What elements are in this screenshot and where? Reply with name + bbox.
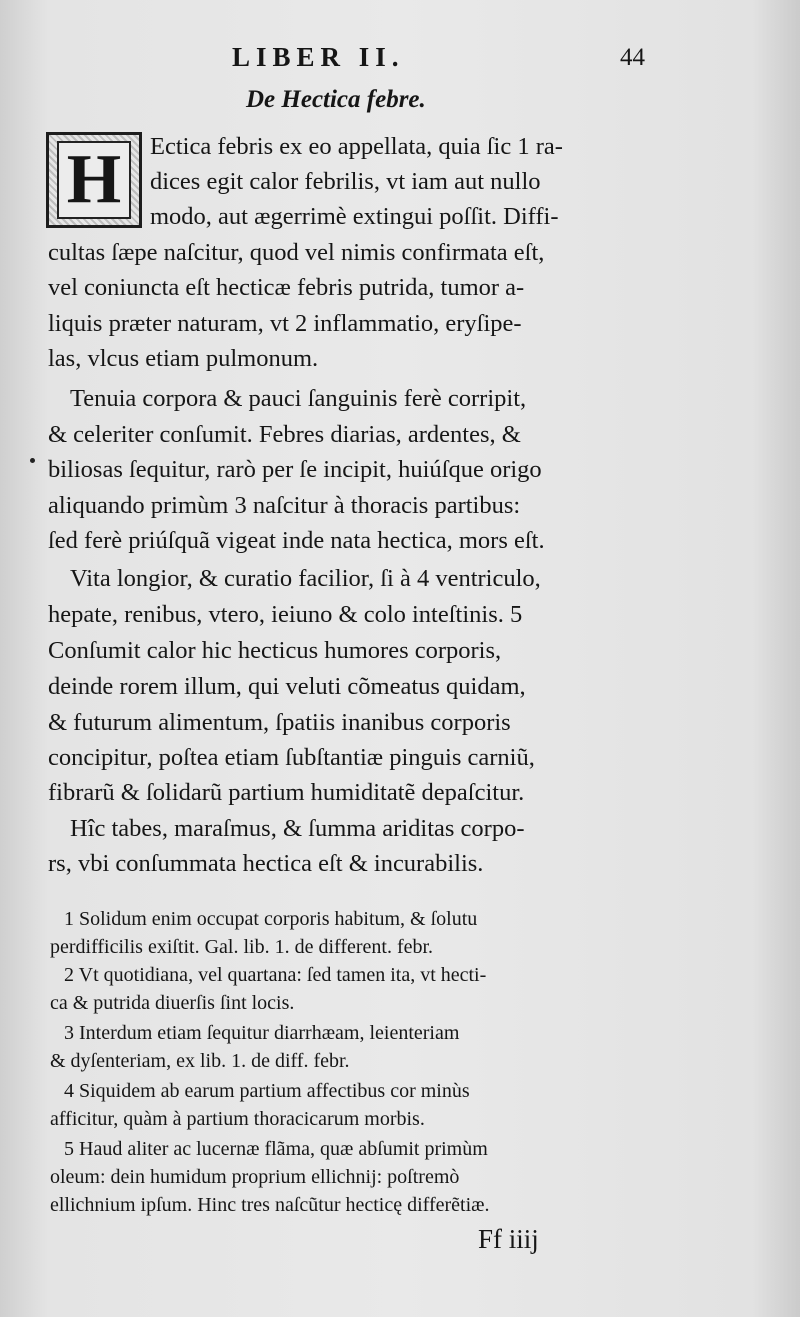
note-line: 2 Vt quotidiana, vel quartana: ſed tamen ita, vt hecti- [64,964,487,986]
note-line: 3 Interdum etiam ſequitur diarrhæam, leienteriam [64,1022,460,1044]
text-line: Conſumit calor hic hecticus humores corporis, [48,637,502,664]
text-line: fibrarũ & ſolidarũ partium humiditatẽ depaſcitur. [48,779,525,806]
text-line: concipitur, poſtea etiam ſubſtantiæ pinguis carniũ, [48,744,535,771]
text-line: rs, vbi conſummata hectica eſt & incurabilis. [48,850,484,877]
running-title: LIBER II. [232,42,405,72]
signature-mark: Ff iiij [478,1224,539,1254]
note-line: ellichnium ipſum. Hinc tres naſcũtur hecticę differẽtiæ. [50,1194,490,1216]
text-line: Vita longior, & curatio facilior, ſi à 4 ventriculo, [70,565,541,592]
text-line: biliosas ſequitur, rarò per ſe incipit, huiúſque origo [48,456,542,483]
chapter-title: De Hectica febre. [246,86,426,113]
text-line: dices egit calor febrilis, vt iam aut nullo [150,168,541,195]
text-line: vel coniuncta eſt hecticæ febris putrida, tumor a- [48,274,525,301]
text-line: & futurum alimentum, ſpatiis inanibus corporis [48,709,511,736]
text-line: modo, aut ægerrimè extingui poſſit. Diffi- [150,203,559,230]
note-line: 4 Siquidem ab earum partium affectibus cor minùs [64,1080,470,1102]
text-line: Hîc tabes, maraſmus, & ſumma ariditas corpo- [70,815,525,842]
text-line: hepate, renibus, vtero, ieiuno & colo inteſtinis. 5 [48,601,523,628]
text-line: las, vlcus etiam pulmonum. [48,345,319,372]
text-line: cultas ſæpe naſcitur, quod vel nimis confirmata eſt, [48,239,545,266]
note-line: perdifficilis exiſtit. Gal. lib. 1. de different. febr. [50,936,434,958]
text-line: deinde rorem illum, qui veluti cõmeatus quidam, [48,673,526,700]
note-line: & dyſenteriam, ex lib. 1. de diff. febr. [50,1050,350,1072]
text-line: Tenuia corpora & pauci ſanguinis ferè corripit, [70,385,527,412]
note-line: afficitur, quàm à partium thoracicarum morbis. [50,1108,425,1130]
note-line: 5 Haud aliter ac lucernæ flãma, quæ abſumit primùm [64,1138,488,1160]
initial-letter: H [57,141,131,219]
text-line: & celeriter conſumit. Febres diarias, ardentes, & [48,421,521,448]
text-line: aliquando primùm 3 naſcitur à thoracis partibus: [48,492,521,519]
note-line: ca & putrida diuerſis ſint locis. [50,992,295,1014]
margin-mark [30,458,35,463]
page-number: 44 [620,44,645,71]
page-header [0,42,800,76]
text-line: liquis præter naturam, vt 2 inflammatio, eryſipe- [48,310,522,337]
note-line: 1 Solidum enim occupat corporis habitum, & ſolutu [64,908,478,930]
text-line: ſed ferè priúſquã vigeat inde nata hectica, mors eſt. [48,527,545,554]
decorated-initial [46,132,142,228]
text-line: Ectica febris ex eo appellata, quia ſic 1 ra- [150,133,563,160]
note-line: oleum: dein humidum proprium ellichnij: poſtremò [50,1166,460,1188]
